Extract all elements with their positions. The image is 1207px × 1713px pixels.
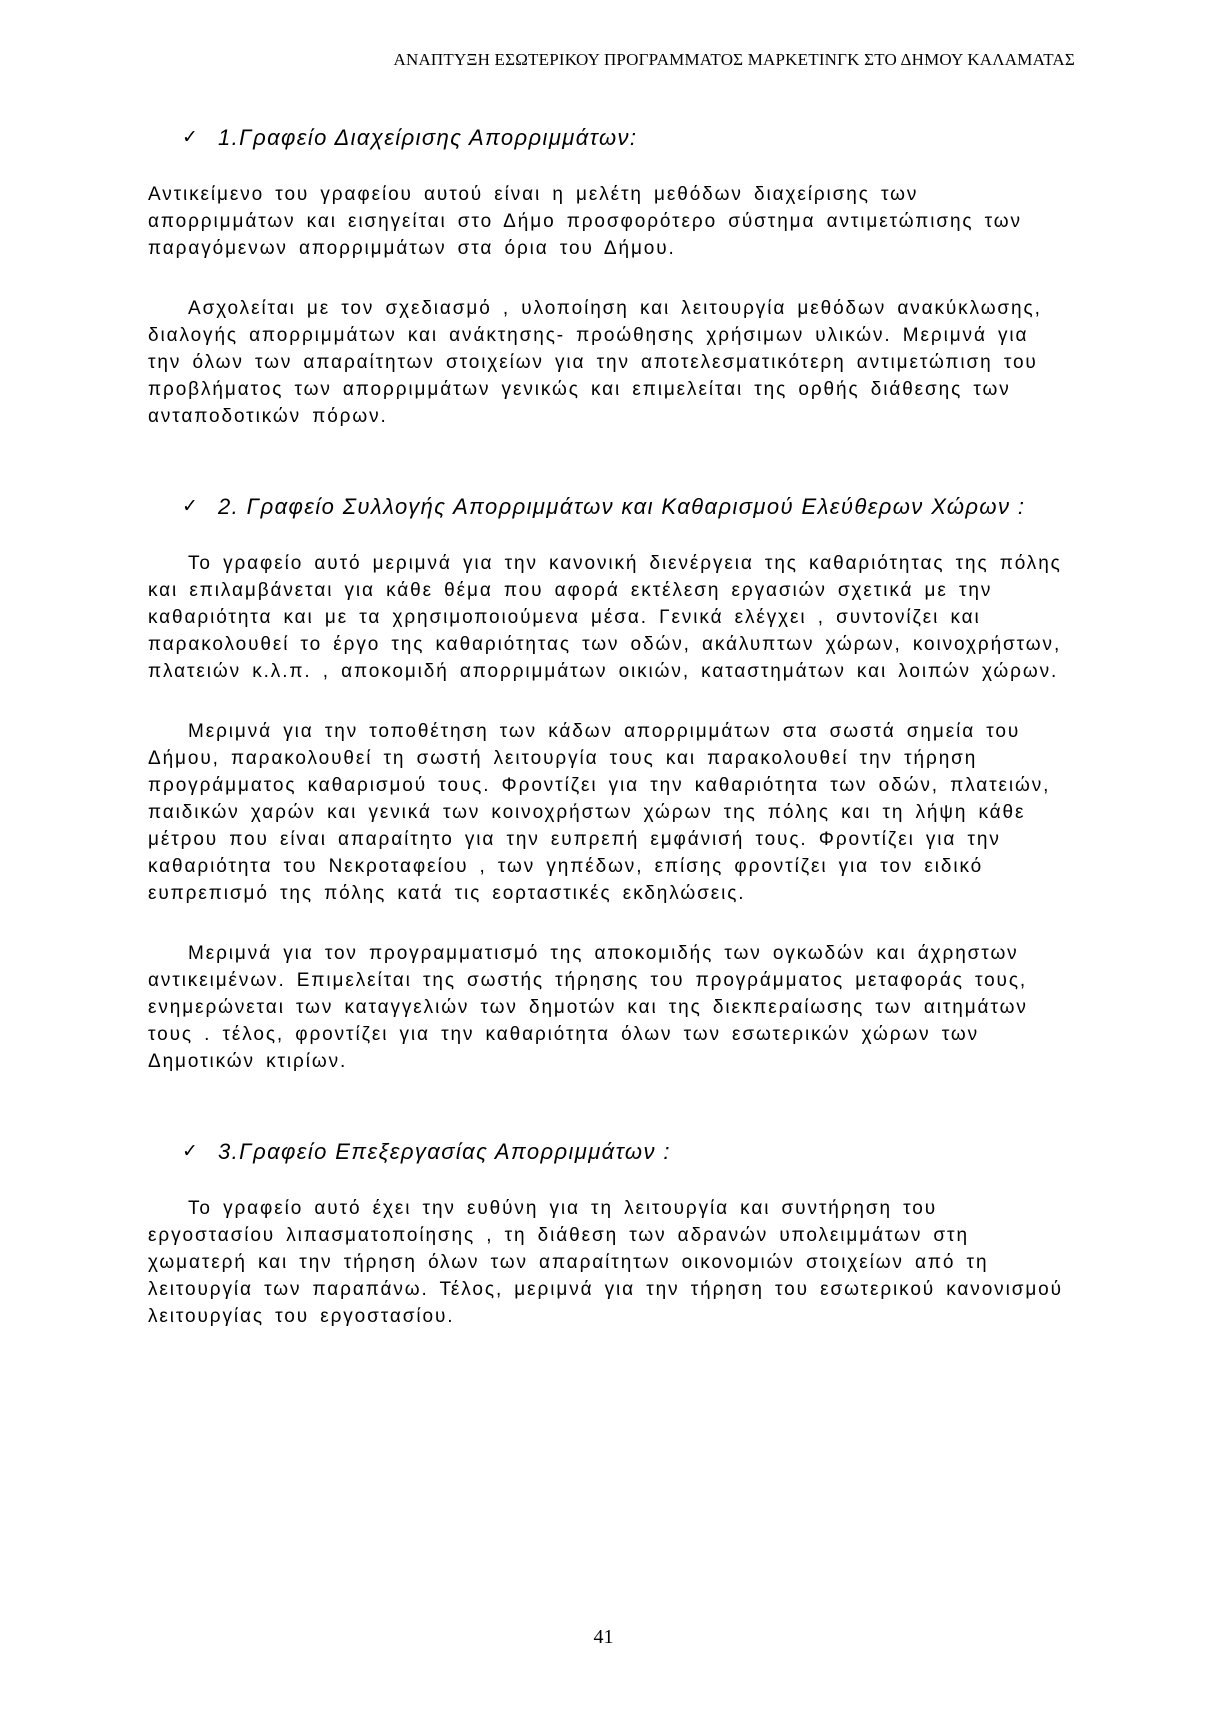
section-title: 2. Γραφείο Συλλογής Απορριμμάτων και Καθαρισμού Ελεύθερων Χώρων : [218, 494, 1026, 519]
paragraph: Αντικείμενο του γραφείου αυτού είναι η μελέτη μεθόδων διαχείρισης των απορριμμάτων και εισηγείται στο Δήμο προσφορότερο σύστημα αντιμετώπισης των παραγόμενων απορριμμάτων στα όρια του Δήμου. [148, 184, 1022, 259]
paragraph: Ασχολείται με τον σχεδιασμό , υλοποίηση και λειτουργία μεθόδων ανακύκλωσης, διαλογής απορριμμάτων και ανάκτησης- προώθησης χρήσιμων υλικών. Μεριμνά για την όλων των απαραίτητων στοιχείων για την αποτελεσματικότερη αντιμετώπιση του προβλήματος των απορριμμάτων γενικώς και επιμελείται της ορθής διάθεσης των ανταποδοτικών πόρων. [148, 298, 1042, 427]
paragraph: Το γραφείο αυτό έχει την ευθύνη για τη λειτουργία και συντήρηση του εργοστασίου λιπασματοποίησης , τη διάθεση των αδρανών υπολειμμάτων στη χωματερή και την τήρηση όλων των απαραίτητων οικονομιών στοιχείων από τη λειτουργία των παραπάνω. Τέλος, μεριμνά για την τήρηση του εσωτερικού κανονισμού λειτουργίας του εργοστασίου. [148, 1198, 1063, 1327]
document-body [148, 124, 1068, 1363]
page-number: 41 [593, 1626, 614, 1648]
checkmark-icon: ✓ [182, 127, 200, 148]
checkmark-icon: ✓ [182, 496, 200, 517]
section-title: 3.Γραφείο Επεξεργασίας Απορριμμάτων : [218, 1139, 671, 1164]
paragraph: Το γραφείο αυτό μεριμνά για την κανονική διενέργεια της καθαριότητας της πόλης και επιλαμβάνεται για κάθε θέμα που αφορά εκτέλεση εργασιών σχετικά με την καθαριότητα και με τα χρησιμοποιούμενα μέσα. Γενικά ελέγχει , συντονίζει και παρακολουθεί το έργο της καθαριότητας των οδών, ακάλυπτων χώρων, κοινοχρήστων, πλατειών κ.λ.π. , αποκομιδή απορριμμάτων οικιών, καταστημάτων και λοιπών χώρων. [148, 553, 1062, 682]
section-heading-3 [182, 1138, 1068, 1165]
running-header: ΑΝΑΠΤΥΞΗ ΕΣΩΤΕΡΙΚΟΥ ΠΡΟΓΡΑΜΜΑΤΟΣ ΜΑΡΚΕΤΙΝΓΚ ΣΤΟ ΔΗΜΟΥ ΚΑΛΑΜΑΤΑΣ [393, 50, 1075, 69]
checkmark-icon: ✓ [182, 1141, 200, 1162]
paragraph: Μεριμνά για τον προγραμματισμό της αποκομιδής των ογκωδών και άχρηστων αντικειμένων. Επιμελείται της σωστής τήρησης του προγράμματος μεταφοράς τους, ενημερώνεται των καταγγελιών των δημοτών και της διεκπεραίωσης των αιτημάτων τους . τέλος, φροντίζει για την καθαριότητα όλων των εσωτερικών χώρων των Δημοτικών κτιρίων. [148, 943, 1028, 1072]
section-title: 1.Γραφείο Διαχείρισης Απορριμμάτων: [218, 125, 638, 150]
section-heading-1 [182, 124, 1068, 151]
section-heading-2 [182, 493, 1068, 520]
paragraph: Μεριμνά για την τοποθέτηση των κάδων απορριμμάτων στα σωστά σημεία του Δήμου, παρακολουθεί τη σωστή λειτουργία τους και παρακολουθεί την τήρηση προγράμματος καθαρισμού τους. Φροντίζει για την καθαριότητα των οδών, πλατειών, παιδικών χαρών και γενικά των κοινοχρήστων χώρων της πόλης και τη λήψη κάθε μέτρου που είναι απαραίτητο για την ευπρεπή εμφάνισή τους. Φροντίζει για την καθαριότητα του Νεκροταφείου , των γηπέδων, επίσης φροντίζει για τον ειδικό ευπρεπισμό της πόλης κατά τις εορταστικές εκδηλώσεις. [148, 721, 1051, 904]
